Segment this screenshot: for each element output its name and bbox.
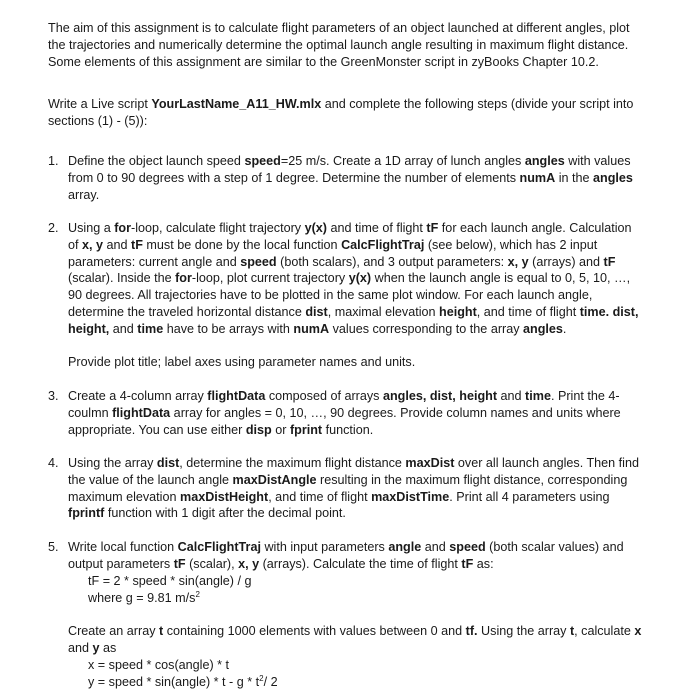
step-text: Define the object launch speed speed=25 m/s. Create a 1D array of lunch angles angles with values from 0 to 90 degrees with a step of 1 degree. Determine the number of elements numA in the angles array. bbox=[68, 154, 633, 202]
equation-x: x = speed * cos(angle) * t bbox=[88, 658, 230, 672]
step-text: Using a for-loop, calculate flight trajectory y(x) and time of flight tF for each launch angle. Calculation of x, y and tF must be done by the local function CalcFlightTraj (see below), which has 2 input parameters: current angle and speed (both scalars), and 3 output parameters: x, y (arrays) and tF (scalar). Inside the for-loop, plot current trajectory y(x) when the launch angle is equal to 0, 5, 10, …, 90 degrees. All trajectories have to be plotted in the same plot window. For each launch angle, determine the traveled horizontal distance dist, maximal elevation height, and time of flight time. dist, height, and time have to be arrays with numA values corresponding to the array angles. bbox=[68, 221, 639, 336]
equation-y: y = speed * sin(angle) * t - g * $t^2/$ 2 bbox=[88, 673, 278, 689]
step-number: 2. bbox=[48, 221, 59, 235]
step-text: Using the array dist, determine the maximum flight distance maxDist over all launch angles. Then find the value of the launch angle maxDistAngle resulting in the maximum flight distance, corresponding maximum elevation maxDistHeight, and time of flight maxDistTime. Print all 4 parameters using fprintf function with 1 digit after the decimal point. bbox=[68, 456, 639, 521]
write-instruction: Write a Live script YourLastName_A11_HW.mlx and complete the following steps (divide your script into sections (1) - (5)): bbox=[48, 97, 634, 128]
plot-note: Provide plot title; label axes using parameter names and units. bbox=[68, 355, 416, 369]
script-filename: YourLastName_A11_HW.mlx bbox=[151, 97, 322, 111]
intro-paragraph: The aim of this assignment is to calculate flight parameters of an object launched at different angles, plot the trajectories and numerically determine the optimal launch angle resulting in maximum flight distance. Some elements of this assignment are similar to the GreenMonster script in zyBooks Chapter 10.2. bbox=[48, 21, 630, 69]
equation-tf: tF = 2 * speed * sin(angle) / g bbox=[88, 574, 252, 588]
equation-g: where g = 9.81 $m/s^2$ bbox=[88, 589, 200, 605]
step-number: 4. bbox=[48, 456, 59, 470]
step-text: Write local function CalcFlightTraj with input parameters angle and speed (both scalar values) and output parameters tF (scalar), x, y (arrays). Calculate the time of flight tF as: bbox=[68, 540, 624, 571]
step-5-time-array: Create an array t containing 1000 elements with values between 0 and tf. Using the array t, calculate x and y as bbox=[68, 624, 642, 655]
step-text: Create a 4-column array flightData composed of arrays angles, dist, height and time. Print the 4-coulmn flightData array for angles = 0, 10, …, 90 degrees. Provide column names and units where appropriate. You can use either disp or fprint function. bbox=[68, 389, 621, 437]
step-number: 5. bbox=[48, 540, 59, 554]
step-number: 3. bbox=[48, 389, 59, 403]
step-number: 1. bbox=[48, 154, 59, 168]
